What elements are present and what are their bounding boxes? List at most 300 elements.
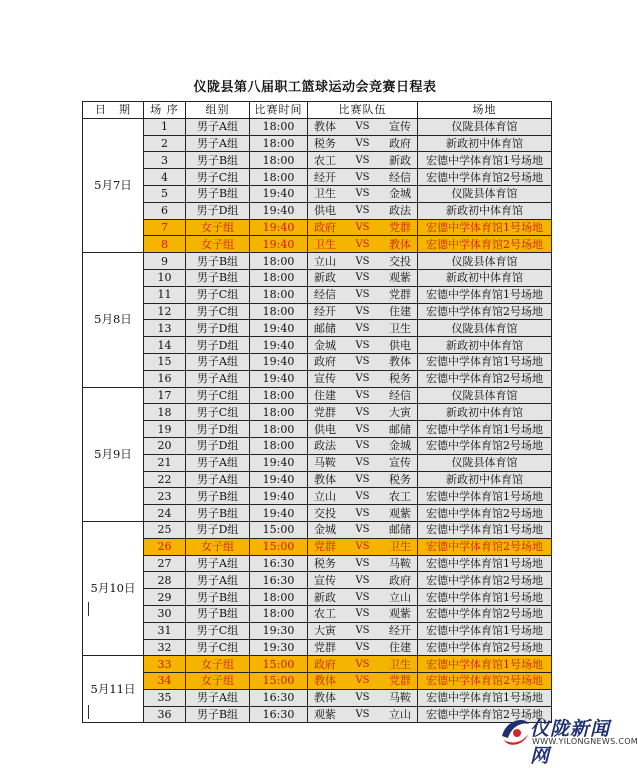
time-cell: 19:40 — [250, 505, 308, 522]
away-team: 卫生 — [388, 657, 411, 671]
match-no-cell: 7 — [144, 219, 186, 236]
group-cell: 女子组 — [186, 673, 250, 690]
away-team: 宣传 — [388, 456, 411, 470]
time-cell: 19:30 — [250, 622, 308, 639]
vs-label: VS — [355, 406, 370, 418]
away-team: 观紫 — [388, 271, 411, 285]
schedule-body — [83, 118, 552, 723]
away-team: 立山 — [388, 590, 411, 604]
table-row — [83, 320, 552, 337]
table-row — [83, 471, 552, 488]
teams-cell — [308, 505, 418, 522]
teams-cell — [308, 320, 418, 337]
teams-cell — [308, 370, 418, 387]
time-cell: 18:00 — [250, 135, 308, 152]
away-team: 政府 — [388, 136, 411, 150]
table-row — [83, 639, 552, 656]
logo-url: WWW.YILONGNEWS.COM — [532, 737, 638, 746]
teams-cell — [308, 673, 418, 690]
vs-label: VS — [355, 473, 370, 485]
away-team: 观紫 — [388, 607, 411, 621]
time-cell: 16:30 — [250, 689, 308, 706]
home-team: 马鞍 — [314, 456, 336, 470]
venue-cell: 宏德中学体育馆2号场地 — [418, 505, 552, 522]
venue-cell: 新政初中体育馆 — [418, 269, 552, 286]
date-cell: 5月10日 — [83, 521, 144, 655]
header-match-no: 场 序 — [144, 102, 186, 119]
home-team: 党群 — [314, 640, 336, 654]
vs-label: VS — [355, 608, 370, 620]
home-team: 观紫 — [314, 708, 336, 722]
match-no-cell: 11 — [144, 286, 186, 303]
group-cell: 男子C组 — [186, 169, 250, 186]
table-row — [83, 253, 552, 270]
table-row — [83, 706, 552, 723]
home-team: 金城 — [314, 523, 336, 537]
teams-cell — [308, 605, 418, 622]
header-time: 比赛时间 — [250, 102, 308, 119]
away-team: 党群 — [388, 220, 411, 234]
venue-cell: 宏德中学体育馆2号场地 — [418, 370, 552, 387]
vs-label: VS — [355, 205, 370, 217]
teams-cell — [308, 521, 418, 538]
vs-label: VS — [355, 339, 370, 351]
group-cell: 女子组 — [186, 236, 250, 253]
match-no-cell: 14 — [144, 337, 186, 354]
venue-cell: 新政初中体育馆 — [418, 202, 552, 219]
vs-label: VS — [355, 272, 370, 284]
venue-cell: 宏德中学体育馆2号场地 — [418, 706, 552, 723]
vs-label: VS — [355, 557, 370, 569]
table-row — [83, 202, 552, 219]
home-team: 政府 — [314, 355, 336, 369]
home-team: 宣传 — [314, 372, 336, 386]
home-team: 农工 — [314, 607, 336, 621]
teams-cell — [308, 555, 418, 572]
home-team: 卫生 — [314, 237, 336, 251]
venue-cell: 仪陇县体育馆 — [418, 253, 552, 270]
venue-cell: 宏德中学体育馆2号场地 — [418, 572, 552, 589]
group-cell: 男子A组 — [186, 454, 250, 471]
teams-cell — [308, 639, 418, 656]
table-row — [83, 673, 552, 690]
away-team: 住建 — [388, 640, 411, 654]
match-no-cell: 10 — [144, 269, 186, 286]
home-team: 政府 — [314, 220, 336, 234]
time-cell: 19:40 — [250, 320, 308, 337]
group-cell: 男子C组 — [186, 303, 250, 320]
table-row — [83, 219, 552, 236]
time-cell: 18:00 — [250, 437, 308, 454]
away-team: 经信 — [388, 388, 411, 402]
vs-label: VS — [355, 356, 370, 368]
venue-cell: 宏德中学体育馆1号场地 — [418, 353, 552, 370]
home-team: 供电 — [314, 204, 336, 218]
group-cell: 男子B组 — [186, 152, 250, 169]
home-team: 交投 — [314, 506, 336, 520]
teams-cell — [308, 286, 418, 303]
home-team: 农工 — [314, 153, 336, 167]
match-no-cell: 13 — [144, 320, 186, 337]
header-teams: 比赛队伍 — [308, 102, 418, 119]
away-team: 教体 — [388, 355, 411, 369]
home-team: 教体 — [314, 691, 336, 705]
venue-cell: 宏德中学体育馆2号场地 — [418, 673, 552, 690]
table-row — [83, 437, 552, 454]
venue-cell: 宏德中学体育馆1号场地 — [418, 421, 552, 438]
group-cell: 男子A组 — [186, 353, 250, 370]
match-no-cell: 19 — [144, 421, 186, 438]
venue-cell: 宏德中学体育馆2号场地 — [418, 437, 552, 454]
time-cell: 18:00 — [250, 605, 308, 622]
match-no-cell: 34 — [144, 673, 186, 690]
vs-label: VS — [355, 625, 370, 637]
vs-label: VS — [355, 658, 370, 670]
group-cell: 男子C组 — [186, 404, 250, 421]
teams-cell — [308, 135, 418, 152]
match-no-cell: 12 — [144, 303, 186, 320]
vs-label: VS — [355, 541, 370, 553]
table-row — [83, 353, 552, 370]
time-cell: 18:00 — [250, 269, 308, 286]
teams-cell — [308, 622, 418, 639]
match-no-cell: 30 — [144, 605, 186, 622]
time-cell: 18:00 — [250, 152, 308, 169]
home-team: 新政 — [314, 590, 336, 604]
venue-cell: 宏德中学体育馆1号场地 — [418, 219, 552, 236]
away-team: 宣传 — [388, 120, 411, 134]
venue-cell: 宏德中学体育馆1号场地 — [418, 589, 552, 606]
away-team: 经信 — [388, 170, 411, 184]
vs-label: VS — [355, 188, 370, 200]
teams-cell — [308, 454, 418, 471]
home-team: 教体 — [314, 472, 336, 486]
home-team: 经开 — [314, 170, 336, 184]
group-cell: 男子D组 — [186, 202, 250, 219]
text-cursor — [88, 705, 89, 719]
vs-label: VS — [355, 507, 370, 519]
vs-label: VS — [355, 305, 370, 317]
teams-cell — [308, 169, 418, 186]
teams-cell — [308, 219, 418, 236]
venue-cell: 宏德中学体育馆1号场地 — [418, 521, 552, 538]
time-cell: 16:30 — [250, 706, 308, 723]
table-row — [83, 269, 552, 286]
away-team: 政法 — [388, 204, 411, 218]
teams-cell — [308, 253, 418, 270]
venue-cell: 仪陇县体育馆 — [418, 118, 552, 135]
table-row — [83, 337, 552, 354]
site-logo — [498, 712, 638, 767]
group-cell: 男子D组 — [186, 320, 250, 337]
group-cell: 男子D组 — [186, 437, 250, 454]
vs-label: VS — [355, 641, 370, 653]
match-no-cell: 1 — [144, 118, 186, 135]
group-cell: 男子A组 — [186, 118, 250, 135]
vs-label: VS — [355, 255, 370, 267]
teams-cell — [308, 421, 418, 438]
vs-label: VS — [355, 154, 370, 166]
vs-label: VS — [355, 137, 370, 149]
table-row — [83, 622, 552, 639]
match-no-cell: 28 — [144, 572, 186, 589]
table-row — [83, 521, 552, 538]
group-cell: 男子A组 — [186, 555, 250, 572]
table-row — [83, 236, 552, 253]
group-cell: 男子B组 — [186, 706, 250, 723]
match-no-cell: 23 — [144, 488, 186, 505]
venue-cell: 宏德中学体育馆2号场地 — [418, 605, 552, 622]
group-cell: 男子D组 — [186, 337, 250, 354]
table-row — [83, 135, 552, 152]
venue-cell: 仪陇县体育馆 — [418, 387, 552, 404]
match-no-cell: 22 — [144, 471, 186, 488]
time-cell: 15:00 — [250, 656, 308, 673]
time-cell: 19:40 — [250, 236, 308, 253]
home-team: 住建 — [314, 388, 336, 402]
teams-cell — [308, 353, 418, 370]
table-header-row — [83, 102, 552, 119]
time-cell: 18:00 — [250, 253, 308, 270]
table-row — [83, 303, 552, 320]
date-cell: 5月8日 — [83, 253, 144, 387]
group-cell: 男子C组 — [186, 387, 250, 404]
vs-label: VS — [355, 238, 370, 250]
table-row — [83, 118, 552, 135]
match-no-cell: 35 — [144, 689, 186, 706]
time-cell: 19:40 — [250, 185, 308, 202]
group-cell: 男子D组 — [186, 421, 250, 438]
venue-cell: 宏德中学体育馆1号场地 — [418, 622, 552, 639]
home-team: 立山 — [314, 489, 336, 503]
date-cell: 5月11日 — [83, 656, 144, 723]
yilong-news-logo-icon — [498, 714, 532, 748]
table-row — [83, 152, 552, 169]
venue-cell: 新政初中体育馆 — [418, 404, 552, 421]
time-cell: 19:40 — [250, 353, 308, 370]
vs-label: VS — [355, 121, 370, 133]
away-team: 税务 — [388, 372, 411, 386]
table-row — [83, 454, 552, 471]
group-cell: 男子B组 — [186, 253, 250, 270]
match-no-cell: 18 — [144, 404, 186, 421]
logo-name: 仪陇新闻网 — [530, 718, 611, 767]
table-row — [83, 488, 552, 505]
teams-cell — [308, 471, 418, 488]
home-team: 政府 — [314, 657, 336, 671]
vs-label: VS — [355, 692, 370, 704]
away-team: 邮储 — [388, 523, 411, 537]
teams-cell — [308, 656, 418, 673]
away-team: 观紫 — [388, 506, 411, 520]
match-no-cell: 8 — [144, 236, 186, 253]
table-row — [83, 421, 552, 438]
table-row — [83, 605, 552, 622]
match-no-cell: 2 — [144, 135, 186, 152]
home-team: 供电 — [314, 422, 336, 436]
home-team: 邮储 — [314, 321, 336, 335]
group-cell: 男子A组 — [186, 370, 250, 387]
time-cell: 19:30 — [250, 639, 308, 656]
teams-cell — [308, 118, 418, 135]
match-no-cell: 36 — [144, 706, 186, 723]
teams-cell — [308, 202, 418, 219]
table-row — [83, 370, 552, 387]
group-cell: 男子B组 — [186, 488, 250, 505]
time-cell: 19:40 — [250, 488, 308, 505]
group-cell: 男子A组 — [186, 572, 250, 589]
table-row — [83, 589, 552, 606]
group-cell: 女子组 — [186, 538, 250, 555]
teams-cell — [308, 387, 418, 404]
venue-cell: 宏德中学体育馆2号场地 — [418, 236, 552, 253]
match-no-cell: 20 — [144, 437, 186, 454]
match-no-cell: 17 — [144, 387, 186, 404]
match-no-cell: 29 — [144, 589, 186, 606]
away-team: 马鞍 — [388, 691, 411, 705]
teams-cell — [308, 236, 418, 253]
home-team: 卫生 — [314, 187, 336, 201]
schedule-table — [82, 101, 552, 723]
vs-label: VS — [355, 524, 370, 536]
group-cell: 女子组 — [186, 656, 250, 673]
home-team: 大寅 — [314, 624, 336, 638]
time-cell: 15:00 — [250, 521, 308, 538]
home-team: 立山 — [314, 254, 336, 268]
teams-cell — [308, 572, 418, 589]
match-no-cell: 16 — [144, 370, 186, 387]
vs-label: VS — [355, 289, 370, 301]
teams-cell — [308, 404, 418, 421]
match-no-cell: 4 — [144, 169, 186, 186]
match-no-cell: 3 — [144, 152, 186, 169]
group-cell: 男子A组 — [186, 689, 250, 706]
home-team: 税务 — [314, 556, 336, 570]
date-cell: 5月7日 — [83, 118, 144, 252]
venue-cell: 仪陇县体育馆 — [418, 454, 552, 471]
table-row — [83, 404, 552, 421]
header-group: 组别 — [186, 102, 250, 119]
vs-label: VS — [355, 389, 370, 401]
away-team: 交投 — [388, 254, 411, 268]
group-cell: 男子B组 — [186, 185, 250, 202]
match-no-cell: 5 — [144, 185, 186, 202]
venue-cell: 仪陇县体育馆 — [418, 320, 552, 337]
home-team: 经信 — [314, 288, 336, 302]
teams-cell — [308, 706, 418, 723]
time-cell: 16:30 — [250, 555, 308, 572]
home-team: 党群 — [314, 405, 336, 419]
group-cell: 男子C组 — [186, 622, 250, 639]
home-team: 党群 — [314, 540, 336, 554]
group-cell: 男子B组 — [186, 605, 250, 622]
header-date: 日 期 — [83, 102, 144, 119]
match-no-cell: 32 — [144, 639, 186, 656]
venue-cell: 新政初中体育馆 — [418, 471, 552, 488]
teams-cell — [308, 185, 418, 202]
venue-cell: 宏德中学体育馆2号场地 — [418, 169, 552, 186]
table-row — [83, 286, 552, 303]
group-cell: 男子A组 — [186, 471, 250, 488]
text-cursor — [88, 602, 89, 616]
home-team: 金城 — [314, 338, 336, 352]
time-cell: 19:40 — [250, 337, 308, 354]
table-row — [83, 689, 552, 706]
time-cell: 18:00 — [250, 404, 308, 421]
away-team: 马鞍 — [388, 556, 411, 570]
home-team: 政法 — [314, 439, 336, 453]
time-cell: 16:30 — [250, 572, 308, 589]
home-team: 教体 — [314, 120, 336, 134]
table-row — [83, 505, 552, 522]
schedule-title: 仪陇县第八届职工篮球运动会竞赛日程表 — [193, 80, 437, 95]
home-team: 教体 — [314, 674, 336, 688]
time-cell: 19:40 — [250, 370, 308, 387]
away-team: 新政 — [388, 153, 411, 167]
match-no-cell: 27 — [144, 555, 186, 572]
venue-cell: 新政初中体育馆 — [418, 135, 552, 152]
time-cell: 18:00 — [250, 589, 308, 606]
table-row — [83, 656, 552, 673]
time-cell: 19:40 — [250, 454, 308, 471]
venue-cell: 仪陇县体育馆 — [418, 185, 552, 202]
vs-label: VS — [355, 591, 370, 603]
group-cell: 男子B组 — [186, 505, 250, 522]
vs-label: VS — [355, 709, 370, 721]
away-team: 农工 — [388, 489, 411, 503]
venue-cell: 宏德中学体育馆2号场地 — [418, 303, 552, 320]
away-team: 金城 — [388, 187, 411, 201]
away-team: 供电 — [388, 338, 411, 352]
teams-cell — [308, 337, 418, 354]
table-row — [83, 555, 552, 572]
time-cell: 19:40 — [250, 471, 308, 488]
away-team: 邮储 — [388, 422, 411, 436]
teams-cell — [308, 689, 418, 706]
away-team: 立山 — [388, 708, 411, 722]
group-cell: 男子A组 — [186, 135, 250, 152]
header-venue: 场地 — [418, 102, 552, 119]
vs-label: VS — [355, 457, 370, 469]
time-cell: 15:00 — [250, 538, 308, 555]
group-cell: 女子组 — [186, 219, 250, 236]
match-no-cell: 31 — [144, 622, 186, 639]
teams-cell — [308, 152, 418, 169]
teams-cell — [308, 437, 418, 454]
match-no-cell: 9 — [144, 253, 186, 270]
away-team: 党群 — [388, 288, 411, 302]
match-no-cell: 33 — [144, 656, 186, 673]
table-row — [83, 185, 552, 202]
away-team: 卫生 — [388, 321, 411, 335]
group-cell: 男子B组 — [186, 269, 250, 286]
match-no-cell: 21 — [144, 454, 186, 471]
venue-cell: 宏德中学体育馆1号场地 — [418, 555, 552, 572]
time-cell: 19:40 — [250, 219, 308, 236]
table-row — [83, 538, 552, 555]
vs-label: VS — [355, 675, 370, 687]
teams-cell — [308, 269, 418, 286]
vs-label: VS — [355, 373, 370, 385]
venue-cell: 宏德中学体育馆1号场地 — [418, 488, 552, 505]
group-cell: 男子D组 — [186, 521, 250, 538]
table-row — [83, 572, 552, 589]
home-team: 宣传 — [314, 573, 336, 587]
time-cell: 19:40 — [250, 202, 308, 219]
teams-cell — [308, 589, 418, 606]
teams-cell — [308, 538, 418, 555]
away-team: 经开 — [388, 624, 411, 638]
